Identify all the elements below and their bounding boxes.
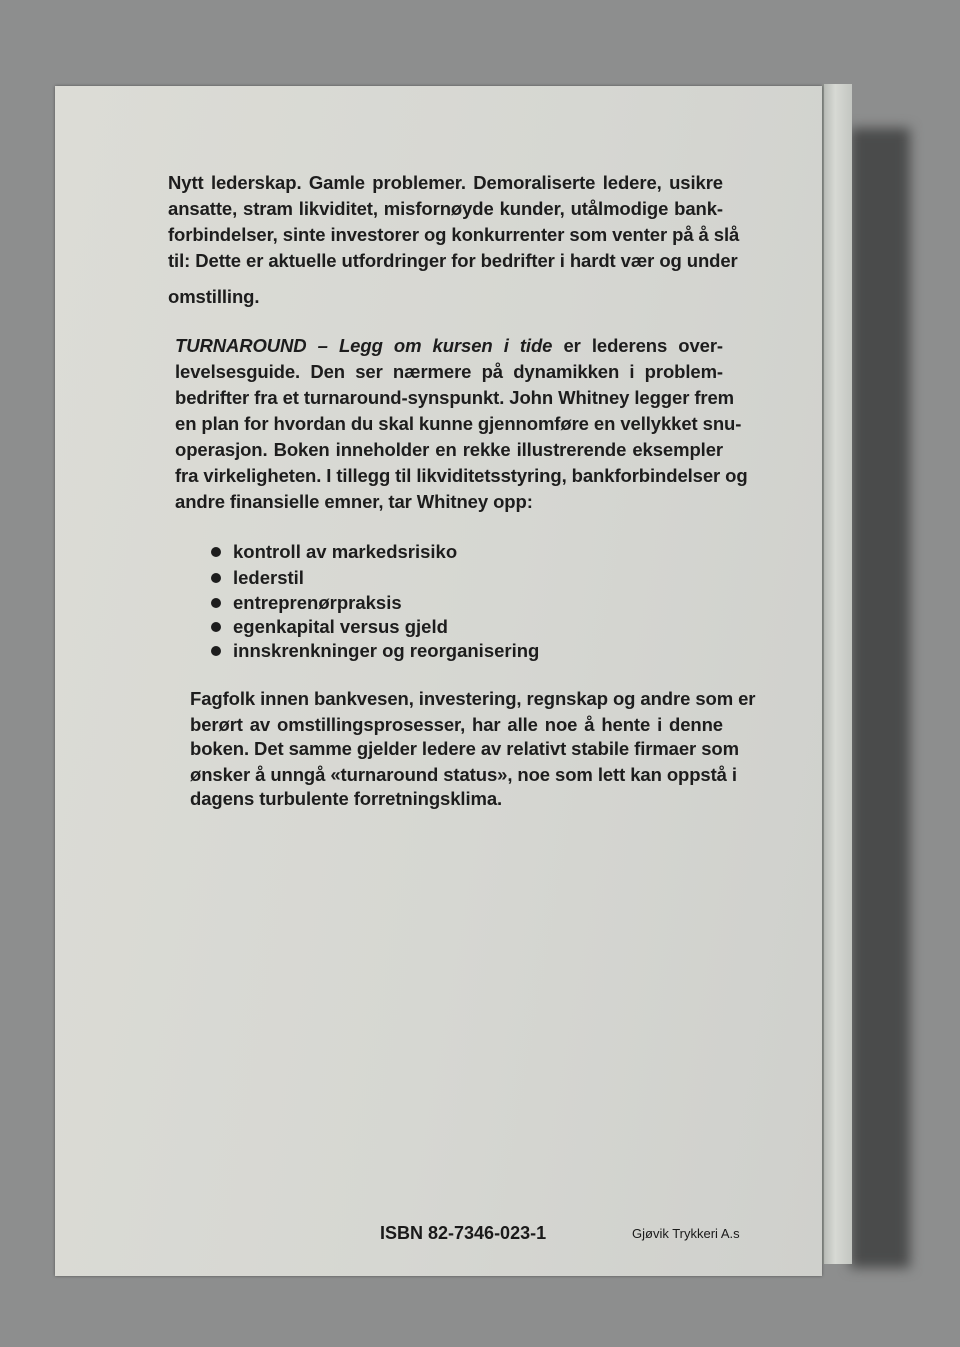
bullet-icon — [211, 573, 221, 583]
paragraph2-line: bedrifter fra et turnaround-synspunkt. John Whitney legger frem — [175, 387, 735, 408]
paragraph2-text: er lederens over- — [563, 335, 723, 356]
bullet-item — [233, 640, 539, 662]
book-spine — [822, 84, 852, 1264]
bullet-item — [233, 541, 457, 563]
bullet-icon — [211, 598, 221, 608]
paragraph2-line: andre finansielle emner, tar Whitney opp: — [175, 491, 533, 512]
paragraph3-line: Fagfolk innen bankvesen, investering, regnskap og andre som er — [190, 688, 756, 709]
bullet-icon — [211, 622, 221, 632]
bullet-item — [233, 592, 402, 614]
bullet-text: innskrenkninger og reorganisering — [233, 640, 540, 661]
paragraph1-line: til: Dette er aktuelle utfordringer for bedrifter i hardt vær og under — [168, 250, 738, 271]
paragraph1-line: ansatte, stram likviditet, misfornøyde kunder, utålmodige bank- — [168, 198, 723, 219]
book-shadow — [850, 128, 910, 1268]
paragraph1-line: omstilling. — [168, 286, 260, 307]
paragraph3-line: berørt av omstillingsprosesser, har alle noe å hente i denne — [190, 714, 723, 735]
book-title: TURNAROUND – Legg om kursen i tide — [175, 335, 553, 356]
bullet-icon — [211, 646, 221, 656]
paragraph3-line: ønsker å unngå «turnaround status», noe som lett kan oppstå i — [190, 764, 737, 785]
bullet-text: lederstil — [233, 567, 304, 588]
paragraph1-line: Nytt lederskap. Gamle problemer. Demoraliserte ledere, usikre — [168, 172, 723, 193]
paragraph3-line: dagens turbulente forretningsklima. — [190, 788, 503, 809]
bullet-item — [233, 616, 448, 638]
bullet-icon — [211, 547, 221, 557]
bullet-text: entreprenørpraksis — [233, 592, 402, 613]
paragraph2-line: en plan for hvordan du skal kunne gjennomføre en vellykket snu- — [175, 413, 742, 434]
paragraph2-line — [175, 335, 723, 357]
paragraph2-line: levelsesguide. Den ser nærmere på dynamikken i problem- — [175, 361, 723, 382]
bullet-text: kontroll av markedsrisiko — [233, 541, 458, 562]
book-back-cover — [55, 86, 822, 1276]
bullet-item — [233, 567, 304, 589]
printer-name: Gjøvik Trykkeri A.s — [632, 1226, 740, 1241]
paragraph2-line: operasjon. Boken inneholder en rekke illustrerende eksempler — [175, 439, 723, 460]
paragraph1-line: forbindelser, sinte investorer og konkurrenter som venter på å slå — [168, 224, 740, 245]
paragraph3-line: boken. Det samme gjelder ledere av relativt stabile firmaer som — [190, 738, 739, 759]
isbn: ISBN 82-7346-023-1 — [380, 1223, 547, 1243]
paragraph2-line: fra virkeligheten. I tillegg til likviditetsstyring, bankforbindelser og — [175, 465, 748, 486]
bullet-text: egenkapital versus gjeld — [233, 616, 448, 637]
